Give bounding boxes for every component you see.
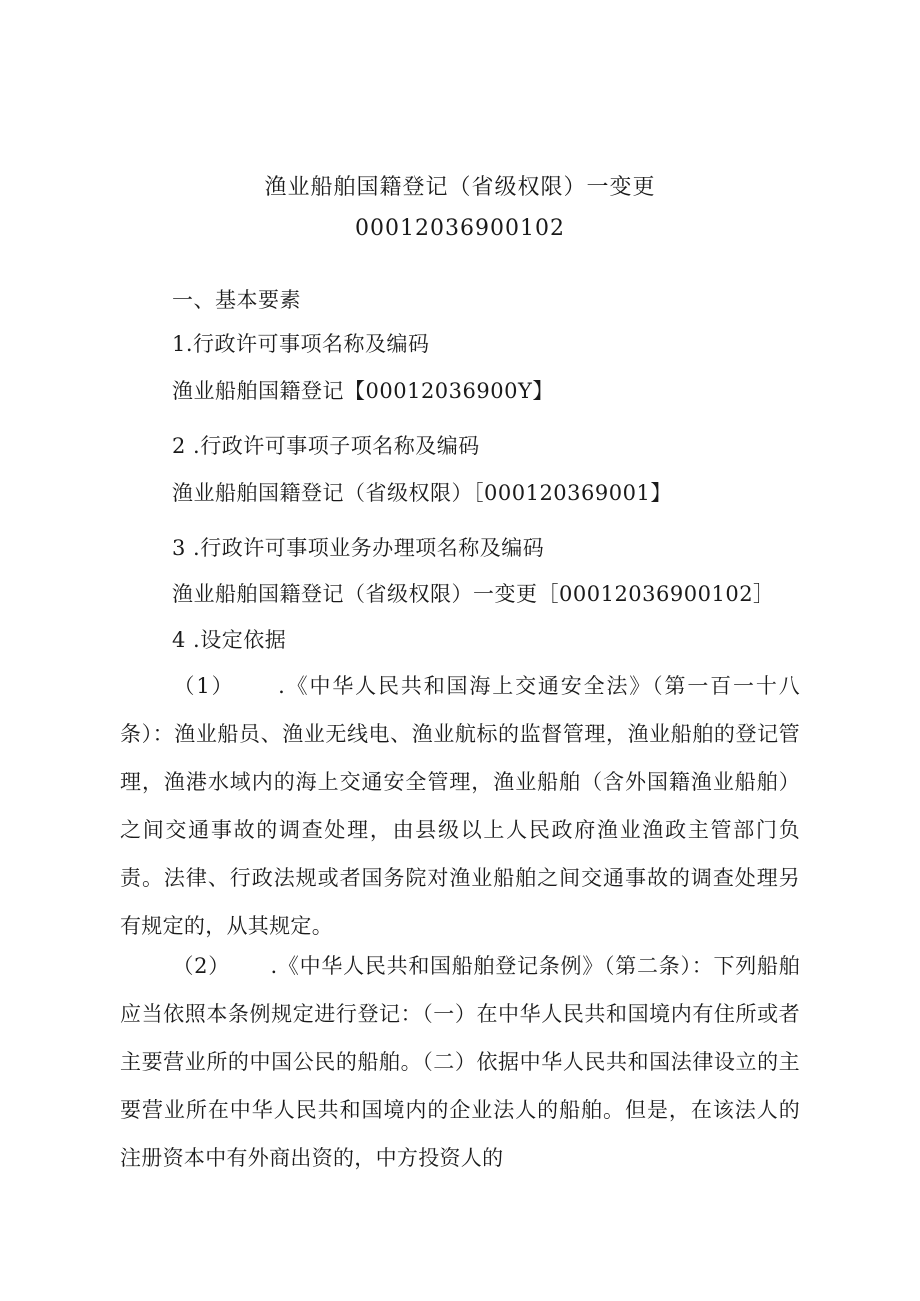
item2-label: 2 .行政许可事项子项名称及编码 [172,434,480,458]
legal-basis-1-text: （1） .《中华人民共和国海上交通安全法》（第一百一十八条）：渔业船员、渔业无线电、渔业航标的监督管理，渔业船舶的登记管理，渔港水域内的海上交通安全管理，渔业船舶（含外国籍渔业船舶）之间交通事故的调查处理，由县级以上人民政府渔业渔政主管部门负责。法律、行政法规或者国务院对渔业船舶之间交通事故的调查处理另有规定的，从其规定。 [120,674,800,938]
item1-value: 渔业船舶国籍登记【00012036900Y】 [172,379,554,403]
item2-value: 渔业船舶国籍登记（省级权限）［000120369001】 [172,481,672,505]
item3-value: 渔业船舶国籍登记（省级权限）一变更［00012036900102］ [172,582,775,606]
legal-basis-paragraph-1 [120,662,800,950]
legal-basis-2-text: （2） .《中华人民共和国船舶登记条例》（第二条）：下列船舶应当依照本条例规定进行登记：（一）在中华人民共和国境内有住所或者主要营业所的中国公民的船舶。（二）依据中华人民共和国法律设立的主要营业所在中华人民共和国境内的企业法人的船舶。但是，在该法人的注册资本中有外商出资的，中方投资人的 [120,954,800,1170]
item3-label: 3 .行政许可事项业务办理项名称及编码 [172,536,545,560]
item4-label: 4 .设定依据 [172,628,287,652]
item1-label: 1.行政许可事项名称及编码 [172,332,430,356]
legal-basis-paragraph-2 [120,942,800,1182]
document-code: 00012036900102 [355,216,565,241]
document-title: 渔业船舶国籍登记（省级权限）一变更 [264,175,656,200]
section-heading-basic-elements: 一、基本要素 [172,288,301,312]
